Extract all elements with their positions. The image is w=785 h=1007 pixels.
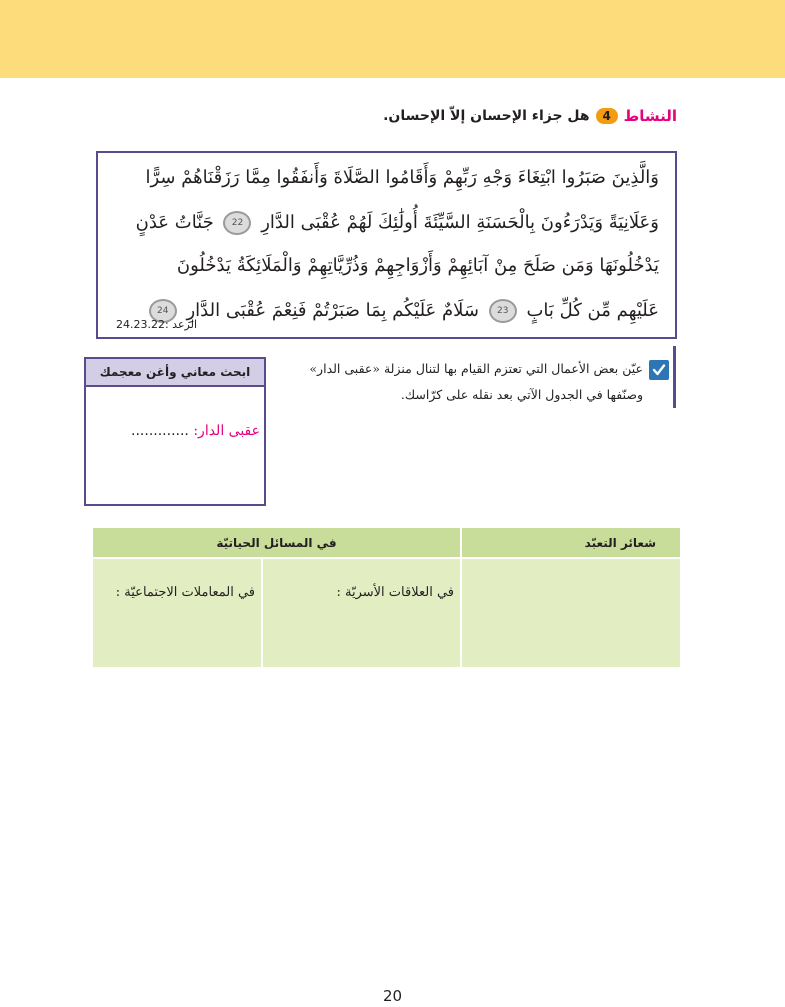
verse-text: وَعَلَانِيَةً وَيَدْرَءُونَ بِالْحَسَنَةِ السَّيِّئَةَ أُولَٰئِكَ لَهُمْ عُقْبَى الدَّارِ (261, 212, 659, 233)
verse-line-4 (145, 299, 659, 323)
verse-text: يَدْخُلُونَهَا وَمَن صَلَحَ مِنْ آبَائِهِمْ وَأَزْوَاجِهِمْ وَذُرِّيَّاتِهِمْ وَالْمَلَائِكَةُ يَدْخُلُونَ (176, 255, 659, 276)
activity-heading (383, 107, 677, 125)
cell-family-relations[interactable] (262, 558, 461, 668)
verse-text: وَالَّذِينَ صَبَرُوا ابْتِغَاءَ وَجْهِ رَبِّهِمْ وَأَقَامُوا الصَّلَاةَ وَأَنفَقُوا مِمَّا رَزَقْنَاهُمْ سِرًّا (145, 167, 659, 188)
vocabulary-title: ابحث معاني وأغن معجمك (86, 359, 264, 387)
task-panel (278, 346, 676, 408)
vocabulary-box (84, 357, 266, 506)
vocabulary-term: عقبى الدار: (193, 423, 260, 439)
top-color-band (0, 0, 785, 78)
activity-label: النشاط (623, 107, 677, 125)
task-text (309, 356, 643, 408)
verse-text: جَنَّاتُ عَدْنٍ (135, 212, 214, 233)
table-row (93, 558, 681, 668)
quran-reference: الرعد :24.23.22 (116, 318, 198, 331)
table-header-row (93, 528, 681, 558)
cell-social-label: في المعاملات الاجتماعيّة : (115, 585, 255, 600)
quran-verse-box (96, 151, 677, 339)
verse-marker-icon: 22 (223, 211, 251, 235)
verse-text: عَلَيْهِم مِّن كُلِّ بَابٍ (526, 300, 659, 321)
activity-question: هل جزاء الإحسان إلاّ الإحسان. (383, 108, 590, 124)
task-line-1: عيّن بعض الأعمال التي تعتزم القيام بها لتنال منزلة «عقبى الدار» (309, 361, 643, 376)
header-life-matters: في المسائل الحياتيّة (93, 528, 461, 558)
activity-number-badge: 4 (596, 108, 618, 124)
verse-line-3 (177, 255, 659, 276)
vocabulary-entry (131, 423, 260, 439)
verse-marker-icon: 23 (489, 299, 517, 323)
cell-worship[interactable] (461, 558, 681, 668)
header-worship-rituals: شعائر التعبّد (461, 528, 681, 558)
cell-social-dealings[interactable] (93, 558, 262, 668)
check-icon (649, 360, 669, 380)
cell-family-label: في العلاقات الأسريّة : (336, 585, 454, 600)
classification-table (93, 528, 682, 669)
verse-marker-icon: 24 (149, 299, 177, 323)
verse-line-1 (145, 167, 659, 188)
verse-text: سَلَامٌ عَلَيْكُم بِمَا صَبَرْتُمْ فَنِعْمَ عُقْبَى الدَّارِ (186, 300, 479, 321)
vocabulary-blank: ............. (131, 423, 189, 439)
verse-line-2 (136, 211, 659, 235)
page-number: 20 (382, 987, 403, 1005)
task-line-2: وصنّفها في الجدول الآتي بعد نقله على كرّاسك. (400, 387, 643, 402)
